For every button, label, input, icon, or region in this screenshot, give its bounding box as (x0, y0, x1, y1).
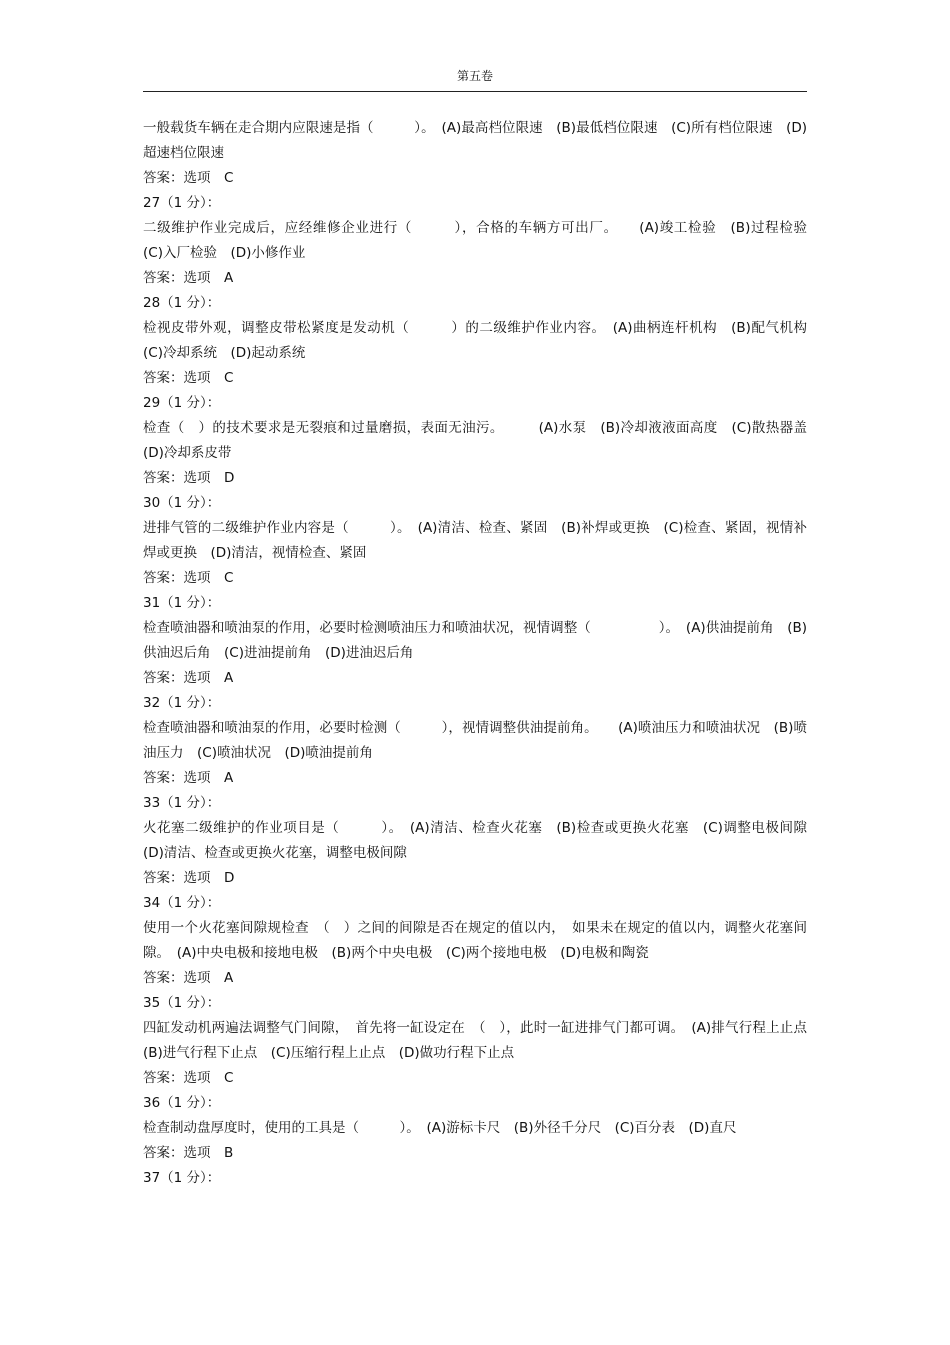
answer-text: 答案：选项 C (143, 1070, 234, 1086)
question-text: 检查喷油器和喷油泵的作用，必要时检测（ ），视情调整供油提前角。 (A)喷油压力和喷油状况 (B)喷油压力 (C)喷油状况 (D)喷油提前角 (143, 720, 808, 761)
question-number: 29（1 分）： (143, 395, 221, 411)
question-item (143, 116, 807, 191)
question-text: 检查喷油器和喷油泵的作用，必要时检测喷油压力和喷油状况，视情调整（ ）。 (A)供油提前角 (B)供油迟后角 (C)进油提前角 (D)进油迟后角 (143, 620, 807, 661)
question-item (143, 391, 821, 491)
question-item (143, 991, 821, 1091)
question-text: 火花塞二级维护的作业项目是（ ）。 (A)清洁、检查火花塞 (B)检查或更换火花塞 (C)调整电极间隙 (D)清洁、检查或更换火花塞，调整电极间隙 (143, 820, 821, 861)
question-number: 32（1 分）： (143, 695, 221, 711)
question-item (143, 891, 807, 991)
question-number: 34（1 分）： (143, 895, 221, 911)
question-number: 30（1 分）： (143, 495, 221, 511)
question-text: 检查制动盘厚度时，使用的工具是（ ）。 (A)游标卡尺 (B)外径千分尺 (C)百分表 (D)直尺 (143, 1120, 737, 1136)
question-item (143, 191, 821, 291)
question-item (143, 291, 821, 391)
question-text: 使用一个火花塞间隙规检查 （ ）之间的间隙是否在规定的值以内， 如果未在规定的值以内，调整火花塞间隙。 (A)中央电极和接地电极 (B)两个中央电极 (C)两个接地电极 (D)电极和陶瓷 (143, 920, 807, 961)
question-item (143, 1091, 807, 1166)
answer-text: 答案：选项 A (143, 770, 234, 786)
question-number: 27（1 分）： (143, 195, 221, 211)
answer-text: 答案：选项 C (143, 170, 234, 186)
answer-text: 答案：选项 B (143, 1145, 234, 1161)
answer-text: 答案：选项 D (143, 870, 235, 886)
question-text: 进排气管的二级维护作业内容是（ ）。 (A)清洁、检查、紧固 (B)补焊或更换 (C)检查、紧固，视情补焊或更换 (D)清洁，视情检查、紧固 (143, 520, 807, 561)
header-title: 第五卷 (456, 69, 493, 83)
answer-text: 答案：选项 A (143, 670, 234, 686)
question-item (143, 1166, 807, 1191)
question-text: 检查（ ）的技术要求是无裂痕和过量磨损，表面无油污。 (A)水泵 (B)冷却液液面高度 (C)散热器盖 (D)冷却系皮带 (143, 420, 821, 461)
answer-text: 答案：选项 D (143, 470, 235, 486)
question-number: 37（1 分）： (143, 1170, 221, 1186)
question-item (143, 491, 807, 591)
question-number: 33（1 分）： (143, 795, 221, 811)
answer-text: 答案：选项 A (143, 270, 234, 286)
question-number: 28（1 分）： (143, 295, 221, 311)
answer-text: 答案：选项 A (143, 970, 234, 986)
question-number: 35（1 分）： (143, 995, 221, 1011)
question-text: 一般载货车辆在走合期内应限速是指（ ）。 (A)最高档位限速 (B)最低档位限速 (C)所有档位限速 (D)超速档位限速 (143, 120, 807, 161)
question-list (143, 116, 821, 1191)
question-number: 36（1 分）： (143, 1095, 221, 1111)
page-header (143, 64, 807, 92)
question-text: 四缸发动机两遍法调整气门间隙， 首先将一缸设定在 （ ），此时一缸进排气门都可调。 (A)排气行程上止点 (B)进气行程下止点 (C)压缩行程上止点 (D)做功行程下止点 (143, 1020, 821, 1061)
question-text: 二级维护作业完成后，应经维修企业进行（ ），合格的车辆方可出厂。 (A)竣工检验 (B)过程检验 (C)入厂检验 (D)小修作业 (143, 220, 821, 261)
answer-text: 答案：选项 C (143, 370, 234, 386)
question-item (143, 591, 807, 691)
question-number: 31（1 分）： (143, 595, 221, 611)
question-text: 检视皮带外观，调整皮带松紧度是发动机（ ）的二级维护作业内容。 (A)曲柄连杆机构 (B)配气机构 (C)冷却系统 (D)起动系统 (143, 320, 821, 361)
answer-text: 答案：选项 C (143, 570, 234, 586)
question-item (143, 791, 821, 891)
question-item (143, 691, 807, 791)
